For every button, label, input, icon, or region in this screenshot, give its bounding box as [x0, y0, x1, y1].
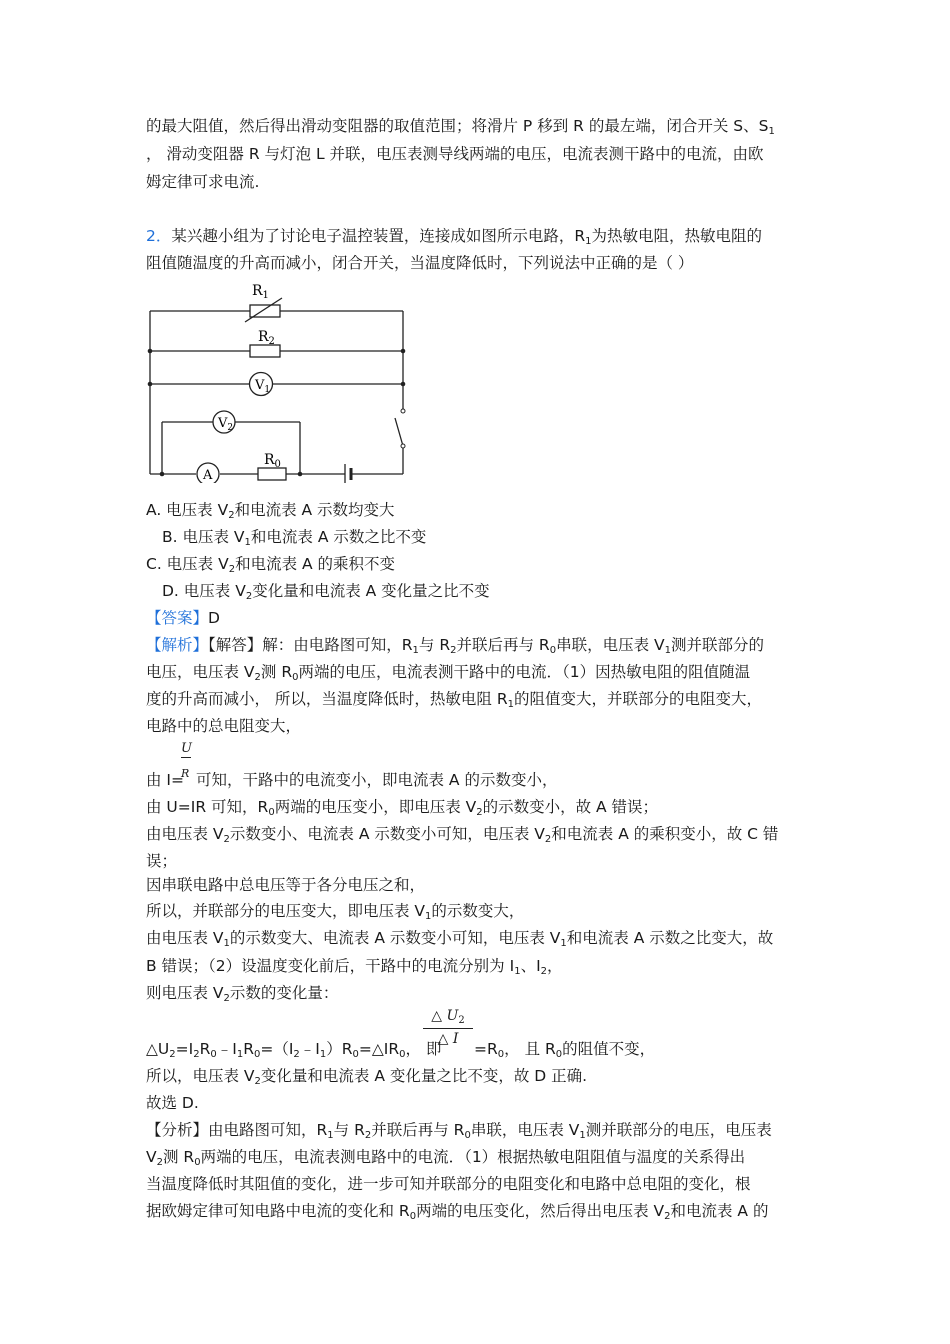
question-number: 2．	[146, 227, 172, 245]
fraction-delta: △ $U_2$ △ I	[423, 1008, 473, 1047]
fenxi-line-4: 据欧姆定律可知电路中电流的变化和 $R_0$两端的电压变化，然后得出电压表 $V_2$和电流表 A 的	[146, 1202, 769, 1222]
analysis-line-9: 因串联电路中总电压等于各分电压之和，	[146, 876, 426, 894]
option-d: D. 电压表 $V_2$变化量和电流表 A 变化量之比不变	[162, 582, 490, 602]
option-c: C. 电压表 $V_2$和电流表 A 的乘积不变	[146, 555, 396, 575]
question-line-2: 阻值随温度的升高而减小，闭合开关，当温度降低时，下列说法中正确的是（ ）	[146, 254, 694, 272]
analysis-line-4: 电路中的总电阻变大，	[146, 717, 302, 735]
option-a: A. 电压表 $V_2$和电流表 A 示数均变大	[146, 501, 395, 521]
fenxi-line-2: $V_2$测 $R_0$两端的电压，电流表测电路中的电流．（1）根据热敏电阻阻值与温度的关系得出	[146, 1148, 746, 1168]
r0-label: $R_0$	[264, 452, 281, 470]
analysis-line-12: B 错误；（2）设温度变化前后，干路中的电流分别为 $I_1$、$I_2$，	[146, 957, 563, 977]
analysis-line-2: 电压，电压表 $V_2$测 $R_0$两端的电压，电流表测干路中的电流．（1）因热敏电阻的阻值随温	[146, 663, 751, 683]
analysis-line-7: 由电压表 $V_2$示数变小、电流表 A 示数变小可知，电压表 $V_2$和电流表 A 的乘积变小，故 C 错	[146, 825, 779, 845]
option-b: B. 电压表 $V_1$和电流表 A 示数之比不变	[162, 528, 427, 548]
analysis-line-6: 由 U=IR 可知，$R_0$两端的电压变小，即电压表 $V_2$的示数变小，故 A 错误；	[146, 798, 659, 818]
circuit-diagram	[140, 278, 420, 483]
ammeter: A	[203, 468, 213, 483]
analysis-line-8: 误；	[146, 852, 178, 870]
answer-value: D	[208, 609, 220, 627]
question-line-1: 2．某兴趣小组为了讨论电子温控装置，连接成如图所示电路，$R_1$为热敏电阻，热敏电阻的	[146, 227, 763, 247]
analysis-line-11: 由电压表 $V_1$的示数变大、电流表 A 示数变小可知，电压表 $V_1$和电流表 A 示数之比变大，故	[146, 929, 774, 949]
analysis-line-14-tail: $=R_0$， 且 $R_0$的阻值不变，	[474, 1040, 656, 1060]
analysis-line-3: 度的升高而减小， 所以，当温度降低时，热敏电阻 $R_1$的阻值变大，并联部分的电阻变大，	[146, 690, 763, 710]
answer-line	[146, 607, 220, 629]
intro-line-1: 的最大阻值，然后得出滑动变阻器的取值范围；将滑片 P 移到 R 的最左端，闭合开关 S、$S_1$	[146, 117, 775, 137]
fraction-u-over-r: U R	[181, 741, 192, 780]
analysis-line-5: 由 I= 可知，干路中的电流变小，即电流表 A 的示数变小，	[146, 771, 558, 789]
intro-line-2: ， 滑动变阻器 R 与灯泡 L 并联，电压表测导线两端的电压，电流表测干路中的电流，由欧	[146, 145, 764, 163]
answer-label: 【答案】	[146, 609, 209, 627]
analysis-line-13: 则电压表 $V_2$示数的变化量：	[146, 984, 339, 1004]
analysis-label: 【解析】	[146, 636, 209, 654]
analysis-line-14: $\triangle U_2=I_2R_0﹣I_1R_0=(I_2﹣I_1)R_0=\triangle IR_0$， 即	[146, 1040, 442, 1060]
v1-meter: $V_1$	[255, 378, 271, 395]
analysis-line-10: 所以，并联部分的电压变大，即电压表 $V_1$的示数变大，	[146, 902, 525, 922]
v2-meter: $V_2$	[218, 416, 234, 433]
r1-label: $R_1$	[252, 283, 269, 301]
analysis-line-15: 所以，电压表 $V_2$变化量和电流表 A 变化量之比不变，故 D 正确.	[146, 1067, 588, 1087]
fenxi-line-3: 当温度降低时其阻值的变化，进一步可知并联部分的电阻变化和电路中总电阻的变化，根	[146, 1175, 751, 1193]
analysis-line-1: 【解析】【解答】解：由电路图可知，$R_1$与 $R_2$并联后再与 $R_0$串联，电压表 $V_1$测并联部分的	[146, 636, 764, 656]
analysis-line-16: 故选 D.	[146, 1094, 199, 1112]
r2-label: $R_2$	[258, 329, 275, 347]
fenxi-line-1: 【分析】由电路图可知，$R_1$与 $R_2$并联后再与 $R_0$串联，电压表 $V_1$测并联部分的电压，电压表	[146, 1121, 772, 1141]
intro-line-3: 姆定律可求电流.	[146, 173, 260, 191]
